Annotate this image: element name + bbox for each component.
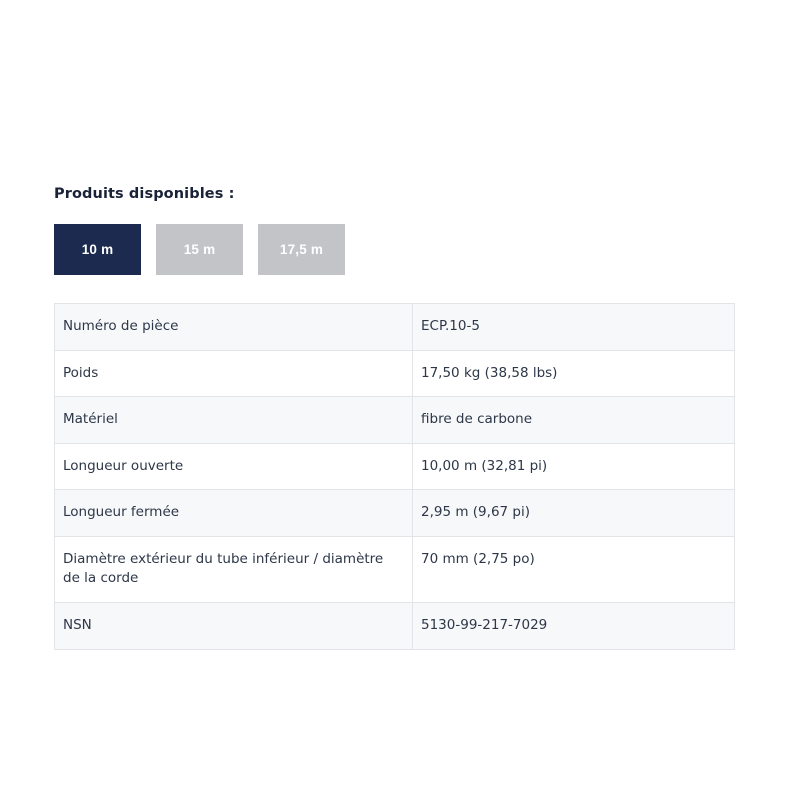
table-row	[55, 443, 735, 490]
table-row	[55, 536, 735, 602]
table-row	[55, 397, 735, 444]
spec-value: 2,95 m (9,67 pi)	[413, 490, 735, 537]
available-products-section	[54, 186, 746, 650]
spec-value: 10,00 m (32,81 pi)	[413, 443, 735, 490]
spec-value: ECP.10-5	[413, 304, 735, 351]
table-row	[55, 304, 735, 351]
spec-value: 5130-99-217-7029	[413, 602, 735, 649]
variant-option-15m[interactable]: 15 m	[156, 224, 243, 275]
spec-label: Longueur fermée	[55, 490, 413, 537]
spec-label: Numéro de pièce	[55, 304, 413, 351]
variant-selector	[54, 224, 746, 275]
page-title: Produits disponibles :	[54, 186, 235, 202]
variant-option-10m[interactable]: 10 m	[54, 224, 141, 275]
spec-label: Matériel	[55, 397, 413, 444]
spec-value: 70 mm (2,75 po)	[413, 536, 735, 602]
spec-label: Poids	[55, 350, 413, 397]
variant-option-17-5m[interactable]: 17,5 m	[258, 224, 345, 275]
table-row	[55, 490, 735, 537]
spec-label: Longueur ouverte	[55, 443, 413, 490]
spec-label: NSN	[55, 602, 413, 649]
table-row	[55, 602, 735, 649]
table-row	[55, 350, 735, 397]
spec-value: fibre de carbone	[413, 397, 735, 444]
spec-label: Diamètre extérieur du tube inférieur / diamètre de la corde	[55, 536, 413, 602]
spec-value: 17,50 kg (38,58 lbs)	[413, 350, 735, 397]
specifications-table	[54, 303, 735, 650]
